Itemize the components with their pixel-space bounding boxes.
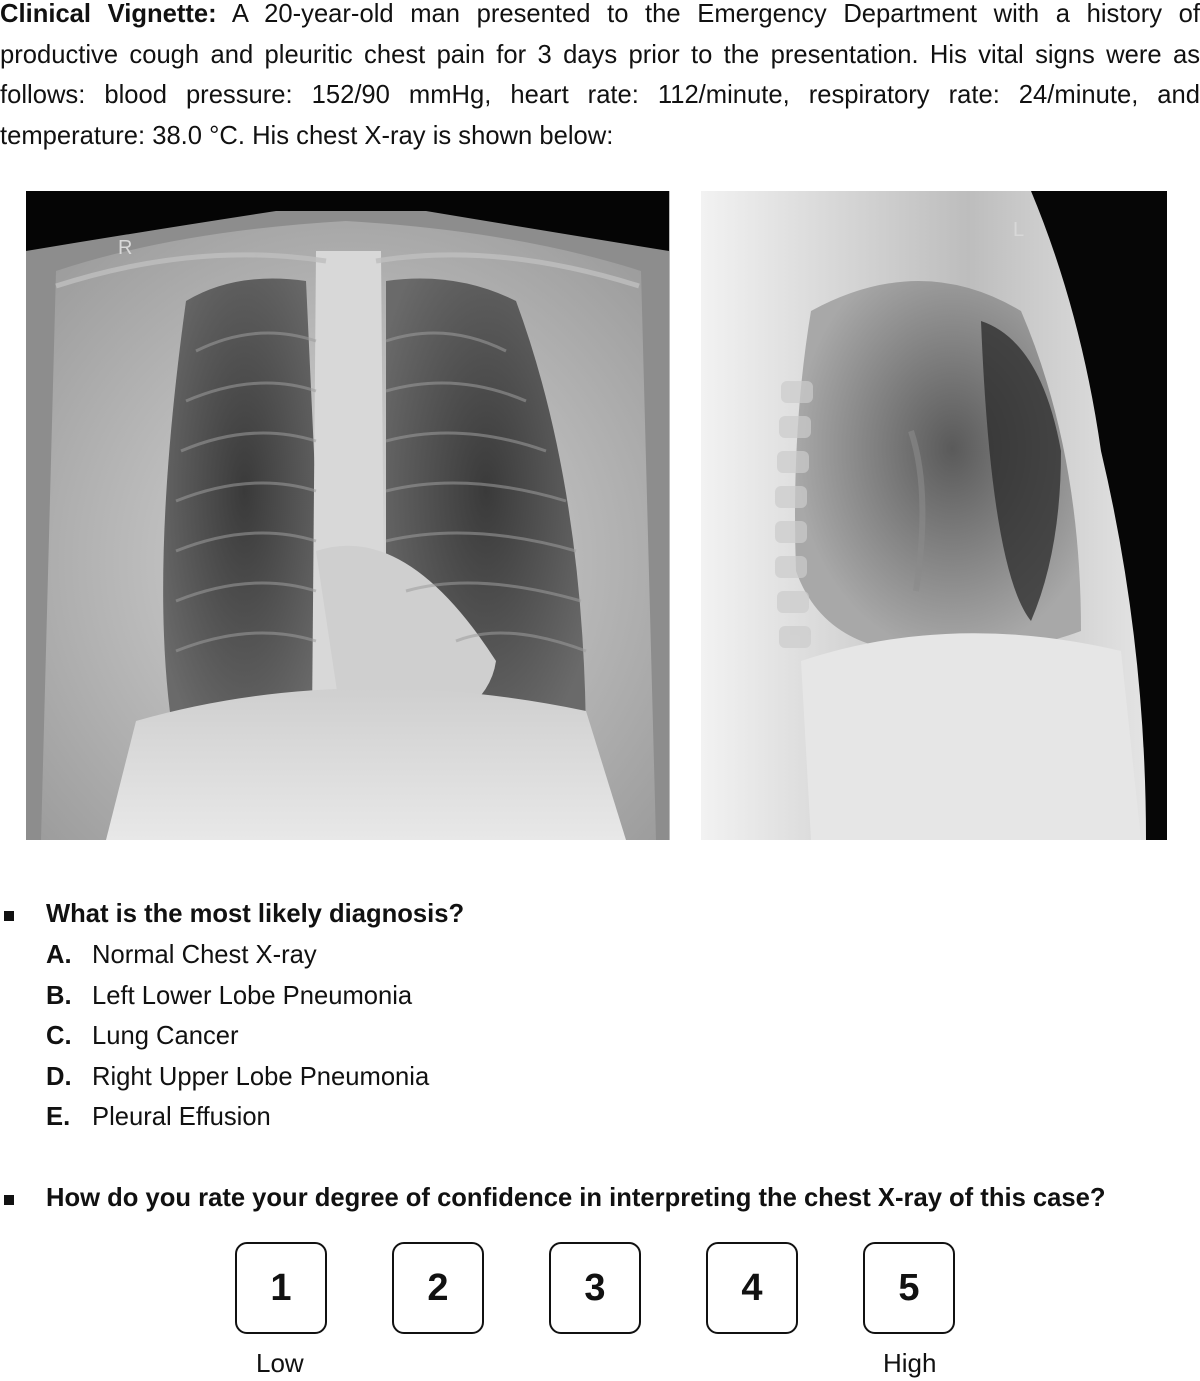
chest-xray-lateral-image — [701, 191, 1167, 840]
option-label: Left Lower Lobe Pneumonia — [92, 982, 413, 1010]
rating-button-3[interactable]: 3 — [549, 1242, 641, 1334]
xray-side-marker-r: R — [118, 237, 133, 259]
option-label: Pleural Effusion — [92, 1103, 271, 1131]
chest-xray-pa-image — [26, 191, 670, 840]
scale-high-label: High — [883, 1348, 937, 1378]
option-label: Right Upper Lobe Pneumonia — [92, 1063, 430, 1091]
vignette-label: Clinical Vignette: — [0, 0, 217, 28]
option-e[interactable] — [46, 1103, 271, 1132]
diagnosis-question-text: What is the most likely diagnosis? — [46, 900, 465, 928]
option-letter: B. — [46, 982, 72, 1010]
option-letter: D. — [46, 1063, 72, 1091]
option-c[interactable] — [46, 1022, 239, 1051]
option-label: Normal Chest X-ray — [92, 941, 317, 969]
vignette-text: A 20-year-old man presented to the Emergency Department with a history of productive cough and pleuritic chest pain for 3 days prior to the presentation. His vital signs were as follows: blood pressure: 152/90 mmHg, heart rate: 112/minute, respiratory rate: 24/minute, and temperature: 38.0 °C. His chest X-ray is shown below: — [0, 0, 1200, 150]
option-b[interactable] — [46, 982, 412, 1011]
confidence-question-text: How do you rate your degree of confidence in interpreting the chest X-ray of this case? — [46, 1184, 1106, 1212]
xray-side-marker-l: L — [1013, 219, 1025, 241]
rating-button-2[interactable]: 2 — [392, 1242, 484, 1334]
option-letter: A. — [46, 941, 72, 969]
option-label: Lung Cancer — [92, 1022, 239, 1050]
option-d[interactable] — [46, 1063, 429, 1092]
chest-xray-pa-graphic — [26, 191, 669, 840]
chest-xray-lateral-graphic — [701, 191, 1167, 840]
scale-low-label: Low — [256, 1348, 304, 1378]
rating-button-4[interactable]: 4 — [706, 1242, 798, 1334]
rating-button-1[interactable]: 1 — [235, 1242, 327, 1334]
bullet-icon — [4, 1195, 14, 1205]
rating-button-5[interactable]: 5 — [863, 1242, 955, 1334]
option-letter: E. — [46, 1103, 71, 1131]
option-letter: C. — [46, 1022, 72, 1050]
option-a[interactable] — [46, 941, 317, 970]
bullet-icon — [4, 911, 14, 921]
clinical-vignette — [0, 0, 1200, 156]
